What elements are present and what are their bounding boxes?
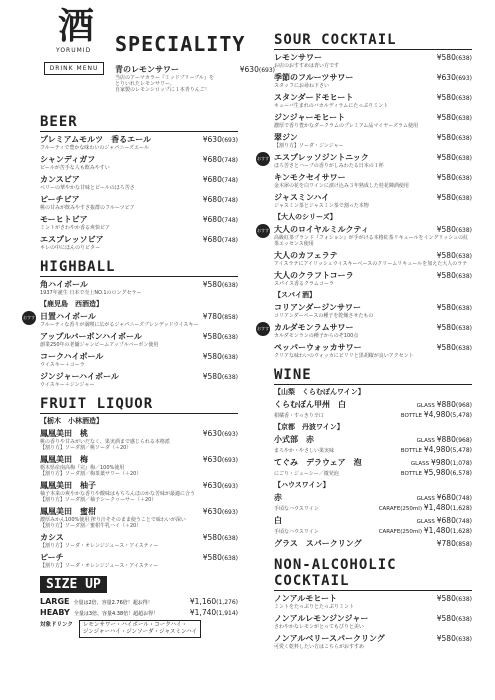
- item-price: ¥580(638): [436, 153, 472, 162]
- list-item: [256, 322, 472, 345]
- item-price: ¥4,980(5,478): [423, 410, 472, 419]
- item-desc: ウイスキー＋ジンジャー: [40, 382, 95, 388]
- nonalc-title: NON-ALCOHOLIC COCKTAIL: [274, 557, 472, 589]
- item-price: ¥580(638): [436, 251, 472, 260]
- item-name: グラス スパークリング: [274, 539, 362, 548]
- drink-menu-label: DRINK MENU: [44, 62, 104, 75]
- target-drinks: [40, 620, 238, 638]
- list-item: [40, 331, 238, 348]
- nonalc-list: [274, 593, 472, 650]
- recommend-badge: おすすめ: [256, 224, 270, 238]
- item-desc: 手頃なハウスワイン: [274, 529, 319, 535]
- size-label: GLASS: [416, 438, 435, 444]
- list-item: [274, 633, 472, 650]
- list-item: [40, 454, 238, 477]
- item-desc: 高級紅茶ブランド『フォション』が手がける本格紅茶リキュールをイングリッシュの紅茶エッセンス使用: [274, 235, 469, 247]
- item-price: ¥580(638): [436, 614, 472, 623]
- list-item: [256, 224, 472, 247]
- size-row: [40, 608, 238, 617]
- subhead: 【ハウスワイン】: [274, 481, 330, 489]
- recommend-badge: おすすめ: [256, 322, 270, 336]
- size-label: GLASS: [416, 496, 435, 502]
- item-note: 【割り方】ソーダ・オレンジジュース・アイスティー: [40, 563, 159, 569]
- item-price: ¥580(638): [436, 133, 472, 142]
- item-name: ノンアルモヒート: [274, 594, 338, 603]
- list-item: [40, 552, 238, 569]
- list-item: [274, 192, 472, 209]
- size-label: GLASS: [410, 461, 430, 467]
- item-desc: 桃の甘みが飲みやすさ抜群のフルーツビア: [40, 205, 135, 211]
- list-item: [40, 134, 238, 151]
- list-item: [256, 152, 472, 175]
- item-name: 季節のフルーツサワー: [274, 73, 354, 82]
- fruit-list: [40, 428, 238, 529]
- list-item: [274, 613, 472, 630]
- size-label: BOTTLE: [400, 413, 422, 419]
- item-desc: 【割り方】ソーダ・ジンジャー: [274, 143, 344, 149]
- item-desc: ウイスキー＋コーラ: [40, 362, 85, 368]
- item-desc: スタッフにお尋ね下さい: [274, 83, 330, 89]
- sour-title: SOUR COCKTAIL: [274, 32, 472, 48]
- item-desc: 創業250年の老舗ジャンビームアップルバーボン使用: [40, 342, 159, 348]
- item-price: ¥780(858): [202, 312, 238, 321]
- item-desc: カルダモンランの種子からのぞ100点: [274, 333, 359, 339]
- list-item: [274, 593, 472, 610]
- item-price: ¥580(638): [202, 533, 238, 542]
- item-desc: さわやかなレモンがとってもびりと美い: [274, 624, 364, 630]
- item-price: ¥630(693): [239, 65, 275, 74]
- item-price: ¥580(638): [436, 594, 472, 603]
- size-list: [40, 597, 238, 617]
- beer-title: BEER: [40, 114, 238, 130]
- list-item: [40, 194, 238, 211]
- item-price: ¥4,980(5,478): [423, 445, 472, 454]
- subhead: 【山梨 くらむぼんワイン】: [274, 388, 365, 396]
- item-desc: キレの中にほんのりビター: [40, 245, 100, 251]
- item-desc: 栃木県産南高梅『完』梅／100%使用: [40, 465, 125, 471]
- size-label: GLASS: [416, 403, 435, 409]
- item-price: ¥680(748): [202, 155, 238, 164]
- item-desc: お店のおすすめは青い方です: [274, 63, 340, 69]
- item-price: ¥580(638): [436, 634, 472, 643]
- fruit-title: FRUIT LIQUOR: [40, 396, 238, 412]
- item-name: ノンアルレモンジンジャー: [274, 614, 369, 623]
- list-item: [274, 250, 472, 267]
- size-name: LARGE: [40, 597, 70, 606]
- subhead: 【鹿児島 西酒造】: [40, 300, 103, 308]
- item-desc: スパイス香るクラムコーラ: [274, 281, 334, 287]
- size-label: BOTTLE: [400, 471, 422, 477]
- item-desc: 自家製のレモンシロップに１本青りんご！: [115, 87, 210, 93]
- item-name: 鳳凰美田 柚子: [40, 481, 96, 490]
- item-name: シャンディガフ: [40, 155, 96, 164]
- right-column: [256, 32, 472, 653]
- item-price: ¥880(968): [436, 400, 472, 409]
- list-item: [274, 434, 472, 454]
- item-name: ジンジャーモヒート: [274, 113, 346, 122]
- item-name: 大人のクラフトコーラ: [274, 271, 354, 280]
- item-name: 鳳凰美田 蜜柑: [40, 507, 96, 516]
- item-name: アップルバーボンハイボール: [40, 332, 142, 341]
- item-price: ¥580(638): [436, 113, 472, 122]
- list-item: [274, 302, 472, 319]
- item-desc: まろやか・やさしい果実味: [274, 448, 335, 454]
- item-price: ¥680(748): [436, 516, 472, 525]
- item-desc: アイスラテにアイリッシュウイスキーベースのクリームリキュールを加えた大人のラテ: [274, 261, 468, 267]
- item-name: カンスビア: [40, 175, 80, 184]
- speciality-title: SPECIALITY: [115, 32, 246, 56]
- size-price: ¥1,740(1,914): [189, 608, 238, 617]
- list-item: [274, 52, 472, 69]
- item-price: ¥680(748): [202, 235, 238, 244]
- item-price: ¥580(638): [202, 553, 238, 562]
- item-desc: 濃厚で香り豊かなダークラムのプレミアム品マイヤーズラム使用: [274, 123, 419, 129]
- item-name: 大人のロイヤルミルクティ: [274, 225, 369, 234]
- item-name: エスプレッソジントニック: [274, 153, 369, 162]
- item-desc: ジャスミン茶とジャスミン茶で割った本物: [274, 203, 369, 209]
- subhead: 【栃木 小林酒造】: [40, 417, 103, 425]
- wine-title: WINE: [274, 367, 472, 383]
- item-name: コークハイボール: [40, 352, 104, 361]
- size-label: CARAFE(250ml): [378, 506, 422, 512]
- size-label: CARAFE(250ml): [378, 529, 422, 535]
- size-row: [40, 597, 238, 606]
- item-price: ¥580(638): [436, 193, 472, 202]
- highball-title: HIGHBALL: [40, 259, 238, 275]
- item-name: 日置ハイボール: [40, 312, 96, 321]
- item-name: てぐみ デラウェア 泡: [274, 458, 362, 467]
- size-desc: 全量は3倍、容量4.38倍！超超お得！: [73, 611, 159, 617]
- item-price: ¥5,980(6,578): [423, 468, 472, 477]
- item-price: ¥680(748): [202, 195, 238, 204]
- item-desc: とりいれたレモンサワー。: [115, 81, 175, 87]
- item-name: ペッパーウォッカサワー: [274, 343, 362, 352]
- item-name: モーヒトビア: [40, 215, 88, 224]
- item-price: ¥580(638): [436, 225, 472, 234]
- subhead: 【京都 丹波ワイン】: [274, 423, 344, 431]
- item-note: 【割り方】ソーダ割／桃ソーダ（＋20）: [40, 445, 132, 451]
- item-price: ¥1,480(1,628): [423, 503, 472, 512]
- list-item: [274, 172, 472, 189]
- size-label: GLASS: [416, 519, 435, 525]
- item-name: ジンジャーハイボール: [40, 372, 119, 381]
- list-item: [274, 399, 472, 419]
- item-price: ¥630(693): [436, 73, 472, 82]
- item-name: 大人のカフェラテ: [274, 251, 338, 260]
- item-price: ¥580(638): [436, 271, 472, 280]
- item-name: コリアンダージンサワー: [274, 303, 361, 312]
- list-item: [40, 174, 238, 191]
- item-price: ¥780(858): [436, 539, 472, 548]
- list-item: [274, 538, 472, 549]
- item-desc: ほろ苦さとハーブの香りがしみわたる日本の１杯: [274, 163, 384, 169]
- item-price: ¥580(638): [436, 173, 472, 182]
- item-name: 青のレモンサワー: [115, 65, 179, 74]
- item-price: ¥580(638): [436, 93, 472, 102]
- item-desc: キューバ生まれのバカルディラムにたっぷりミント: [274, 103, 389, 109]
- item-price: ¥630(693): [202, 507, 238, 516]
- item-desc: 当店のアーマカラー『ミッドブリーブル』を: [115, 75, 214, 81]
- item-price: ¥980(1,078): [431, 458, 472, 467]
- list-item: [274, 112, 472, 129]
- size-name: HEABY: [40, 608, 70, 617]
- item-name: エスプレッソビア: [40, 235, 104, 244]
- item-note: 【割り方】ソーダ・オレンジジュース・アイスティー: [40, 543, 159, 549]
- item-name: くらむぼん甲州 白: [274, 400, 346, 409]
- list-item: [274, 270, 472, 287]
- item-desc: フルーティな香りが満喫に広がるジャパニーズブレンデッドウイスキー: [40, 322, 199, 328]
- item-name: ピーチビア: [40, 195, 80, 204]
- item-name: 鳳凰美田 桃: [40, 429, 88, 438]
- list-item: [274, 132, 472, 149]
- item-price: ¥880(968): [436, 435, 472, 444]
- item-desc: 1937年誕生 日本で売上NO.1のロングセラー: [40, 290, 142, 296]
- item-price: ¥580(638): [436, 343, 472, 352]
- item-desc: にごり・ジューシー／微発泡: [274, 471, 339, 477]
- item-desc: 濃厚みかん100%使用 搾り汁そそのまま使うことで味わいが深い: [40, 517, 186, 523]
- left-column: [22, 5, 275, 638]
- list-item: [40, 154, 238, 171]
- item-desc: 手頃なハウスワイン: [274, 506, 319, 512]
- item-desc: クリアな味わいのウォッカにピリリと黒胡椒が良いアクセント: [274, 353, 414, 359]
- list-item: [40, 351, 238, 368]
- item-desc: フルーティで豊かな味わいのジャパニーズエール: [40, 145, 149, 151]
- item-desc: ベリーの華やかな甘味とビールのほろ苦さ: [40, 185, 135, 191]
- item-price: ¥580(638): [202, 332, 238, 341]
- item-price: ¥1,480(1,628): [423, 526, 472, 535]
- item-name: 白: [274, 516, 282, 525]
- item-name: カルダモンラムサワー: [274, 323, 354, 332]
- target-value: レモンサワー・ハイボール・コークハイ・ ジンジャーハイ・ジンソーダ・ジャスミンハイ: [79, 620, 201, 638]
- item-desc: 桃の香りや甘みがいだなく、果実酒まで感じられる本格派: [40, 439, 170, 445]
- item-price: ¥580(638): [436, 323, 472, 332]
- item-name: ジャスミンハイ: [274, 193, 330, 202]
- list-item: [274, 492, 472, 512]
- item-name: 赤: [274, 493, 282, 502]
- item-price: ¥680(748): [202, 175, 238, 184]
- highball-list: [22, 311, 238, 388]
- item-note: 【割り方】ソーダ割／柚子シークヮーサー（＋20）: [40, 497, 157, 503]
- item-desc: コリアンダーベースの種子を乾燥させたもの: [274, 313, 374, 319]
- item-desc: 可愛く乾杯したい方はこちらがおすすめ: [274, 644, 365, 650]
- recommend-badge: おすすめ: [256, 152, 270, 166]
- size-label: BOTTLE: [400, 448, 422, 454]
- item-name: レモンサワー: [274, 53, 322, 62]
- list-item: [274, 92, 472, 109]
- list-item: [40, 506, 238, 529]
- item-price: ¥680(748): [202, 215, 238, 224]
- item-price: ¥580(638): [202, 280, 238, 289]
- item-name: 角ハイボール: [40, 280, 88, 289]
- recommend-badge: おすすめ: [22, 311, 36, 325]
- target-label: 対象ドリンク: [40, 622, 73, 628]
- subhead: 【スパイ酒】: [274, 291, 316, 299]
- otona-list: [256, 224, 472, 287]
- spice-list: [256, 302, 472, 359]
- logo-sub: YORUMID: [56, 47, 92, 54]
- item-desc: 柚子本来の爽やかな香りや酸味はもちろんほのかな苦味が最適に合う: [40, 491, 196, 497]
- list-item: [274, 515, 472, 535]
- size-price: ¥1,160(1,276): [189, 597, 238, 606]
- list-item: [40, 279, 238, 296]
- item-name: 鳳凰美田 梅: [40, 455, 88, 464]
- list-item: [274, 72, 472, 89]
- item-price: ¥580(638): [202, 372, 238, 381]
- item-name: ノンアルベリースパークリング: [274, 634, 385, 643]
- item-price: ¥680(748): [436, 493, 472, 502]
- item-name: スタンダードモヒート: [274, 93, 354, 102]
- item-price: ¥580(638): [202, 352, 238, 361]
- item-price: ¥630(693): [202, 135, 238, 144]
- list-item: [40, 371, 238, 388]
- item-price: ¥630(693): [202, 455, 238, 464]
- subhead: 【大人のシリーズ】: [274, 213, 337, 221]
- wine-list: [274, 387, 472, 535]
- logo-mark: 酒: [58, 5, 95, 47]
- speciality-item: [115, 64, 275, 93]
- item-price: ¥580(638): [436, 303, 472, 312]
- item-desc: ビールが苦手な人も飲みやすい: [40, 165, 110, 171]
- item-name: キンモクセイサワー: [274, 173, 346, 182]
- list-item: [274, 342, 472, 359]
- sizeup-title: SIZE UP: [40, 576, 107, 593]
- list-item: [40, 480, 238, 503]
- list-item: [22, 311, 238, 334]
- item-name: カシス: [40, 533, 64, 542]
- item-desc: 金木犀の花を白ワインに漬け込み３年熟成した桂花陳酒使用: [274, 183, 409, 189]
- item-name: ピーチ: [40, 553, 64, 562]
- size-desc: 全量は2倍、容量2.76倍！超お得！: [73, 600, 153, 606]
- sour-list: [256, 52, 472, 209]
- item-desc: ミントがさわやか香る爽快ビア: [40, 225, 111, 231]
- list-item: [40, 214, 238, 231]
- item-desc: ミントをたっぷりとたっぷりミント: [274, 604, 355, 610]
- item-note: 【割り方】ソーダ割／梅茶葉サワー（＋20）: [40, 471, 142, 477]
- item-price: ¥630(693): [202, 429, 238, 438]
- item-name: 小式部 赤: [274, 435, 314, 444]
- item-desc: 柑橘香・すっきり辛口: [274, 413, 324, 419]
- item-price: ¥580(638): [436, 53, 472, 62]
- list-item: [40, 428, 238, 451]
- item-name: 翠ジン: [274, 133, 298, 142]
- list-item: [40, 234, 238, 251]
- list-item: [40, 532, 238, 549]
- item-note: 【割り方】ソーダ割／蜜柑牛乳ハイ（＋20）: [40, 523, 142, 529]
- list-item: [274, 457, 472, 477]
- item-name: プレミアムモルツ 香るエール: [40, 135, 151, 144]
- item-price: ¥630(693): [202, 481, 238, 490]
- beer-list: [40, 134, 238, 251]
